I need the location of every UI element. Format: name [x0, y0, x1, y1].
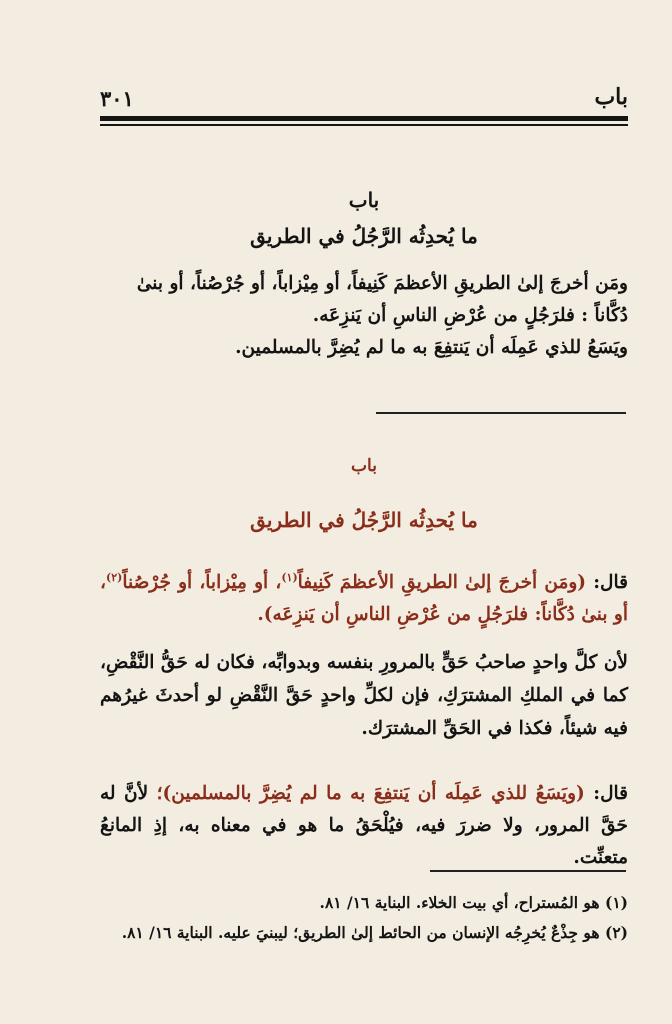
matn-line-3: ويَسَعُ للذي عَمِلَه أن يَنتفِعَ به ما لم يُضِرَّ بالمسلمين. [235, 337, 628, 358]
footnote-1: (١) هو المُستراح، أي بيت الخلاء. البناية ١٦/ ٨١. [319, 893, 628, 912]
footnote-separator [430, 870, 626, 872]
matn-text [100, 268, 628, 364]
quoted-text-2: ، أو مِيْزاباً، أو جُرْصُناً [122, 572, 282, 594]
sharh-chapter-heading: باب [351, 456, 377, 476]
page-number: ٣٠١ [100, 86, 134, 111]
matn-line-1: ومَن أخرجَ إلىٰ الطريقِ الأعظمَ كَنِيفاً، أو مِيْزاباً، أو جُرْصُناً، أو بنىٰ [136, 273, 628, 294]
running-header [100, 84, 628, 112]
header-rule-thin [100, 124, 628, 126]
footnote-ref-2: (٢) [105, 571, 123, 584]
quoted-text-4: (ويَسَعُ للذي عَمِلَه أن يَنتفِعَ به ما لم يُضِرَّ بالمسلمين)؛ [156, 783, 585, 804]
sharh-title: ما يُحدِثُه الرَّجُلُ في الطريق [250, 508, 478, 532]
matn-title: ما يُحدِثُه الرَّجُلُ في الطريق [250, 224, 478, 248]
sharh-paragraph-1 [100, 562, 628, 631]
sharh-paragraph-2: لأن كلَّ واحدٍ صاحبُ حَقٍّ بالمرورِ بنفسه وبدوابِّه، فكان له حَقُّ النَّقْضِ، كما في الملكِ المشترَكِ، فإن لكلِّ واحدٍ حَقَّ النَّقْضِ لو أحدثَ غيرُهم فيه شيئاً، فكذا في الحَقِّ المشترَك. [100, 652, 628, 739]
qal-label-2: قال: [593, 783, 629, 804]
footnotes [100, 888, 628, 948]
footnote-ref-1: (١) [281, 571, 298, 584]
commentary-text: لأنَّ له حَقَّ المرور، ولا ضررَ فيه، فيُلْحَقُ ما هو في معناه به، إذِ المانعُ متعنِّت. [100, 783, 628, 868]
quoted-text: (ومَن أخرجَ إلىٰ الطريقِ الأعظمَ كَنِيفاً [297, 572, 587, 594]
footnote-2: (٢) هو جِذْعٌ يُخرِجُه الإنسان من الحائط إلىٰ الطريق؛ ليبنيَ عليه. البناية ١٦/ ٨١. [121, 923, 628, 942]
matn-line-2: دُكَّاناً : فلرَجُلٍ من عُرْضِ الناسِ أن يَنزِعَه. [312, 305, 628, 326]
matn-chapter-heading: باب [348, 188, 380, 212]
running-title: باب [594, 84, 628, 110]
header-rule-thick [100, 116, 628, 121]
sharh-paragraph-3 [100, 778, 628, 874]
matn-separator [376, 412, 626, 414]
quoted-text-3: ، أو بنىٰ دُكَّاناً: فلرَجُلٍ من عُرْضِ الناسِ أن يَنزِعَه). [100, 572, 628, 626]
qal-label: قال: [593, 572, 628, 594]
